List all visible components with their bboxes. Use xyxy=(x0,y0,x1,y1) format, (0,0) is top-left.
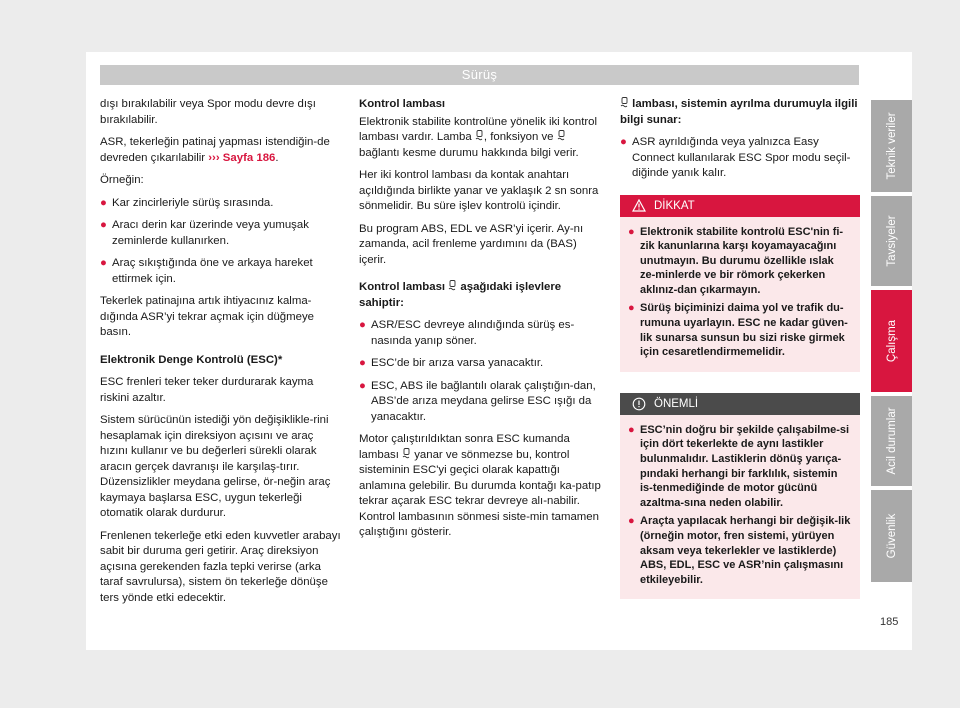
list-item xyxy=(359,379,602,426)
list-item-text: ASR/ESC devreye alındığında sürüş es-nasında yanıp söner. xyxy=(371,319,575,347)
paragraph: Örneğin: xyxy=(100,174,144,186)
tab-label: Tavsiyeler xyxy=(885,215,898,267)
paragraph xyxy=(100,135,342,166)
esc-warning-icon xyxy=(402,448,411,459)
bullet-icon: ● xyxy=(100,257,107,269)
tab-calisma[interactable] xyxy=(871,290,912,392)
list-item xyxy=(628,225,852,298)
list-item xyxy=(628,514,852,587)
column-1 xyxy=(100,97,342,613)
section-heading xyxy=(620,97,860,128)
section-heading: Kontrol lambası xyxy=(359,98,446,110)
text: , fonksiyon ve xyxy=(483,131,557,143)
list-item-text: Araç sıkıştığında öne ve arkaya hareket ettirmek için. xyxy=(112,257,313,285)
text: aşağıdaki işlevlere sahiptir: xyxy=(359,281,562,309)
bullet-icon: ● xyxy=(620,136,627,148)
column-2 xyxy=(359,97,602,548)
bullet-icon: ● xyxy=(628,225,635,238)
bullet-icon: ● xyxy=(628,515,635,528)
esc-off-icon xyxy=(620,97,629,108)
list-item-text: Kar zincirleriyle sürüş sırasında. xyxy=(112,196,274,209)
notice-title-bar xyxy=(620,393,860,415)
warning-title-bar xyxy=(620,195,860,217)
bullet-icon: ● xyxy=(100,219,107,231)
tab-guvenlik[interactable] xyxy=(871,490,912,582)
list-item xyxy=(100,196,342,212)
bullet-icon: ● xyxy=(628,423,635,436)
list-item-text: Aracı derin kar üzerinde veya yumuşak zeminlerde kullanırken. xyxy=(112,219,309,247)
info-circle-icon xyxy=(632,397,646,411)
text: Motor çalıştırıldıktan sonra ESC kumanda lambası xyxy=(359,433,570,461)
list-item xyxy=(359,318,602,349)
paragraph: Frenlenen tekerleğe etki eden kuvvetler arabayı sabit bir duruma geri getirir. Araç direksiyon açısına gerekenden fazla tepki verirse (arka taraf savrulursa), sistem ön tekerleğe dönüşe ters yönde etki edecektir. xyxy=(100,529,341,604)
list-item xyxy=(628,301,852,359)
page-number: 185 xyxy=(880,616,899,628)
list-item xyxy=(100,218,342,249)
tab-label: Güvenlik xyxy=(885,513,898,559)
tab-label: Acil durumlar xyxy=(885,407,898,475)
warning-box xyxy=(620,195,860,372)
notice-title: ÖNEMLİ xyxy=(654,397,699,410)
tab-label: Teknik veriler xyxy=(885,112,898,180)
text: . xyxy=(275,151,279,164)
list-item-text: ASR ayrıldığında veya yalnızca Easy Connect kullanılarak ESC Spor modu seçil-diğinde yanık kalır. xyxy=(632,136,851,179)
bullet-icon: ● xyxy=(359,357,366,369)
tab-teknik-veriler[interactable] xyxy=(871,100,912,192)
esc-off-icon xyxy=(557,130,566,141)
list-item-text: Araçta yapılacak herhangi bir değişik-lik (örneğin motor, fren sistemi, yürüyen aksam veya tekerlekler ve lastiklerde) ABS, EDL, ESC ve ASR’nin çalışmasını etkileyebilir. xyxy=(640,515,851,586)
list-item-text: ESC’de bir arıza varsa yanacaktır. xyxy=(371,357,544,369)
list-item-text: ESC, ABS ile bağlantılı olarak çalıştığın-dan, ABS’de arıza meydana gelirse ESC ışığı da yanacaktır. xyxy=(371,379,596,423)
list-item-text: ESC’nin doğru bir şekilde çalışabilme-si için dört tekerlekte de aynı lastikler bulunmalıdır. Lastiklerin dönüş yarıça-pındaki herhangi bir farklılık, sistemin is-tenmediğinde de motor gücünü azaltma-sına neden olabilir. xyxy=(640,423,850,509)
tab-label: Çalışma xyxy=(885,319,898,363)
notice-body xyxy=(620,415,860,600)
paragraph: Her iki kontrol lambası da kontak anahtarı açıldığında birlikte yanar ve yaklaşık 2 sn sonra sönmelidir. Bu süre işlev kontrolü içindir. xyxy=(359,169,599,212)
paragraph: Tekerlek patinajına artık ihtiyacınız kalma-dığında ASR’yi tekrar açmak için düğmeye basın. xyxy=(100,295,314,338)
paragraph xyxy=(359,115,602,162)
notice-box xyxy=(620,393,860,600)
warning-title: DİKKAT xyxy=(654,199,695,212)
bullet-icon: ● xyxy=(359,319,366,331)
bullet-icon: ● xyxy=(359,379,366,392)
list-item xyxy=(628,423,852,511)
esc-warning-icon xyxy=(475,130,484,141)
section-heading: Elektronik Denge Kontrolü (ESC)* xyxy=(100,353,283,366)
list-item xyxy=(620,135,860,182)
paragraph: Bu program ABS, EDL ve ASR’yi içerir. Ay-nı zamanda, acil frenleme yardımını da (BAS) içerir. xyxy=(359,222,584,266)
text: yanar ve sönmezse bu, kontrol sisteminin ESC'yi geçici olarak kapattığı anlamına gelebilir. Bu durumda kontağı ka-patıp tekrar açarak ESC tekrar devreye alı-nabilir. Kontrol lambasının sönmesi siste-min tamamen çalıştığını gösterir. xyxy=(359,448,601,538)
section-header: Sürüş xyxy=(100,65,859,85)
tab-acil-durumlar[interactable] xyxy=(871,396,912,486)
bullet-icon: ● xyxy=(100,196,107,209)
text: bağlantı kesme durumu hakkında bilgi verir. xyxy=(359,146,579,159)
list-item xyxy=(100,256,342,287)
text: ASR, tekerleğin patinaj yapması istendiğin-de devreden çıkarılabilir xyxy=(100,136,330,164)
text: Kontrol lambası xyxy=(359,281,449,293)
bullet-icon: ● xyxy=(628,302,635,315)
text: lambası, sistemin ayrılma durumuyla ilgili bilgi sunar: xyxy=(620,98,858,126)
column-3 xyxy=(620,97,860,599)
paragraph xyxy=(359,432,602,541)
warning-triangle-icon xyxy=(632,199,646,212)
esc-warning-icon xyxy=(448,280,457,291)
paragraph: ESC frenleri teker teker durdurarak kayma riskini azaltır. xyxy=(100,376,314,404)
warning-body xyxy=(620,217,860,372)
section-heading xyxy=(359,280,602,311)
tab-tavsiyeler[interactable] xyxy=(871,196,912,286)
paragraph: dışı bırakılabilir veya Spor modu devre dışı bırakılabilir. xyxy=(100,98,316,126)
list-item xyxy=(359,356,602,372)
list-item-text: Elektronik stabilite kontrolü ESC'nin fi-zik kanunlarına karşı koyamayacağını unutmayın. Bu durumu özellikle ıslak ze-minlerde ve bir römork çekerken aklınız-dan çıkarmayın. xyxy=(640,225,844,296)
text: Elektronik stabilite kontrolüne yönelik iki kontrol lambası vardır. Lamba xyxy=(359,115,598,143)
paragraph: Sistem sürücünün istediği yön değişiklikle-rini hesaplamak için direksiyon açısını ve araç hızını kullanır ve bu değerleri sürekli olarak aracın gerçek davranışı ile karşılaş-tırır. Düzensizlikler meydana gelirse, ör-neğin araç kaymaya başlarsa ESC, uygun tekerleği otomatik olarak durdurur. xyxy=(100,414,331,519)
page-link[interactable]: ››› Sayfa 186 xyxy=(208,151,276,164)
list-item-text: Sürüş biçiminizi daima yol ve trafik du-rumuna uyarlayın. ESC ne kadar güven-lik sunarsa sunsun bu sizi riske girmek için cesaretlendirmemelidir. xyxy=(640,302,848,359)
